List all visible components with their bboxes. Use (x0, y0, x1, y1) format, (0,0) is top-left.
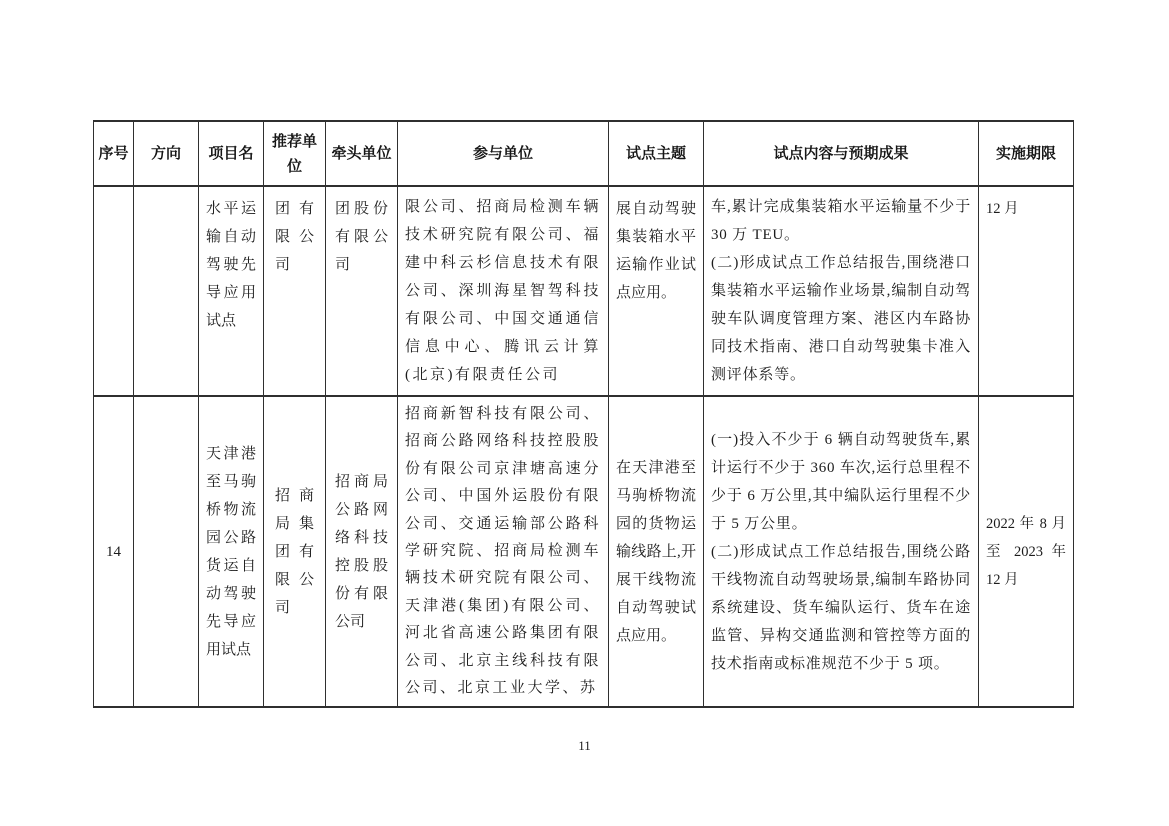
page-number: 11 (578, 738, 591, 753)
cell-theme: 在天津港至马驹桥物流园的货物运输线路上,开展干线物流自动驾驶试点应用。 (609, 396, 704, 707)
cell-project-name: 天津港至马驹桥物流园公路货运自动驾驶先导应用试点 (199, 396, 264, 707)
cell-period: 12 月 (979, 186, 1074, 396)
cell-participants: 限公司、招商局检测车辆技术研究院有限公司、福建中科云杉信息技术有限公司、深圳海星智驾科技有限公司、中国交通通信信息中心、腾讯云计算(北京)有限责任公司 (398, 186, 609, 396)
content-paragraph: 车,累计完成集装箱水平运输量不少于 30 万 TEU。 (711, 199, 971, 243)
header-theme: 试点主题 (609, 121, 704, 186)
content-paragraph: (一)投入不少于 6 辆自动驾驶货车,累计运行不少于 360 车次,运行总里程不少于 6 万公里,其中编队运行里程不少于 5 万公里。 (711, 431, 971, 532)
cell-period: 2022 年 8 月至 2023 年 12 月 (979, 396, 1074, 707)
cell-recommender: 招商局集团有限公司 (264, 396, 326, 707)
cell-direction (134, 186, 199, 396)
cell-project-name: 水平运输自动驾驶先导应用试点 (199, 186, 264, 396)
cell-participants: 招商新智科技有限公司、招商公路网络科技控股股份有限公司京津塘高速分公司、中国外运股份有限公司、交通运输部公路科学研究院、招商局检测车辆技术研究院有限公司、天津港(集团)有限公司、河北省高速公路集团有限公司、北京主线科技有限公司、北京工业大学、苏 (398, 396, 609, 707)
cell-seq: 14 (94, 396, 134, 707)
header-period: 实施期限 (979, 121, 1074, 186)
table-row-continuation (94, 186, 1074, 396)
table-header-row (94, 121, 1074, 186)
header-content: 试点内容与预期成果 (704, 121, 979, 186)
header-seq: 序号 (94, 121, 134, 186)
content-paragraph: (二)形成试点工作总结报告,围绕港口集装箱水平运输作业场景,编制自动驾驶车队调度管理方案、港区内车路协同技术指南、港口自动驾驶集卡准入测评体系等。 (711, 255, 971, 383)
cell-content (704, 186, 979, 396)
cell-seq (94, 186, 134, 396)
pilot-projects-table (93, 120, 1074, 708)
cell-content (704, 396, 979, 707)
cell-direction (134, 396, 199, 707)
header-direction: 方向 (134, 121, 199, 186)
table-row-14 (94, 396, 1074, 707)
header-participants: 参与单位 (398, 121, 609, 186)
cell-recommender: 团有限公司 (264, 186, 326, 396)
content-paragraph: (二)形成试点工作总结报告,围绕公路干线物流自动驾驶场景,编制车路协同系统建设、货车编队运行、货车在途监管、异构交通监测和管控等方面的技术指南或标准规范不少于 5 项。 (711, 543, 971, 672)
header-leader: 牵头单位 (326, 121, 398, 186)
header-recommender: 推荐单位 (264, 121, 326, 186)
header-project: 项目名 (199, 121, 264, 186)
cell-leader: 团股份有限公司 (326, 186, 398, 396)
cell-theme: 展自动驾驶集装箱水平运输作业试点应用。 (609, 186, 704, 396)
cell-leader: 招商局公路网络科技控股股份有限公司 (326, 396, 398, 707)
